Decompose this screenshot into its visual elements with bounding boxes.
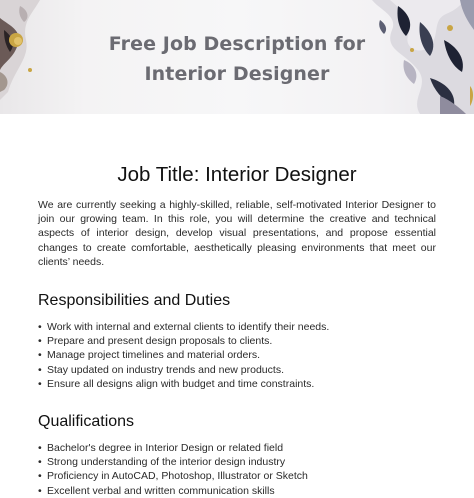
list-item-text: Proficiency in AutoCAD, Photoshop, Illustrator or Sketch [47, 470, 308, 483]
list-item [38, 320, 436, 334]
bullet-icon: • [38, 335, 42, 348]
bullet-icon: • [38, 442, 42, 455]
list-item-text: Stay updated on industry trends and new products. [47, 363, 284, 376]
banner-title-line-2: Interior Designer [144, 63, 330, 85]
list-item [38, 377, 436, 391]
qualifications-list [38, 441, 436, 498]
bullet-icon: • [38, 484, 42, 497]
bullet-icon: • [38, 377, 42, 390]
document-body [38, 160, 436, 498]
intro-paragraph: We are currently seeking a highly-skilled, reliable, self-motivated Interior Designer to join our growing team. In this role, you will determine the creative and technical aspects of interior design, develop visual presentations, and propose essential changes to create comfortable, aesthetically pleasing environments that meet our clients’ needs. [38, 199, 436, 268]
banner-title-line-1: Free Job Description for [108, 33, 366, 55]
bullet-icon: • [38, 470, 42, 483]
list-item [38, 363, 436, 377]
header-banner [0, 0, 474, 114]
list-item-text: Manage project timelines and material orders. [47, 349, 261, 362]
list-item-text: Strong understanding of the interior design industry [47, 456, 286, 469]
responsibilities-heading: Responsibilities and Duties [38, 292, 231, 310]
qualifications-heading: Qualifications [38, 413, 135, 431]
list-item [38, 348, 436, 362]
bullet-icon: • [38, 456, 42, 469]
bullet-icon: • [38, 321, 42, 334]
list-item [38, 484, 436, 498]
job-title: Job Title: Interior Designer [117, 163, 357, 186]
list-item-text: Bachelor's degree in Interior Design or related field [47, 442, 284, 455]
list-item [38, 334, 436, 348]
list-item [38, 455, 436, 469]
list-item-text: Ensure all designs align with budget and time constraints. [47, 377, 315, 390]
bullet-icon: • [38, 363, 42, 376]
marble-art-decoration [0, 0, 474, 114]
list-item-text: Work with internal and external clients to identify their needs. [47, 321, 330, 334]
list-item-text: Excellent verbal and written communication skills [47, 484, 275, 497]
bullet-icon: • [38, 349, 42, 362]
list-item [38, 441, 436, 455]
list-item-text: Prepare and present design proposals to clients. [47, 335, 273, 348]
responsibilities-list [38, 320, 436, 391]
